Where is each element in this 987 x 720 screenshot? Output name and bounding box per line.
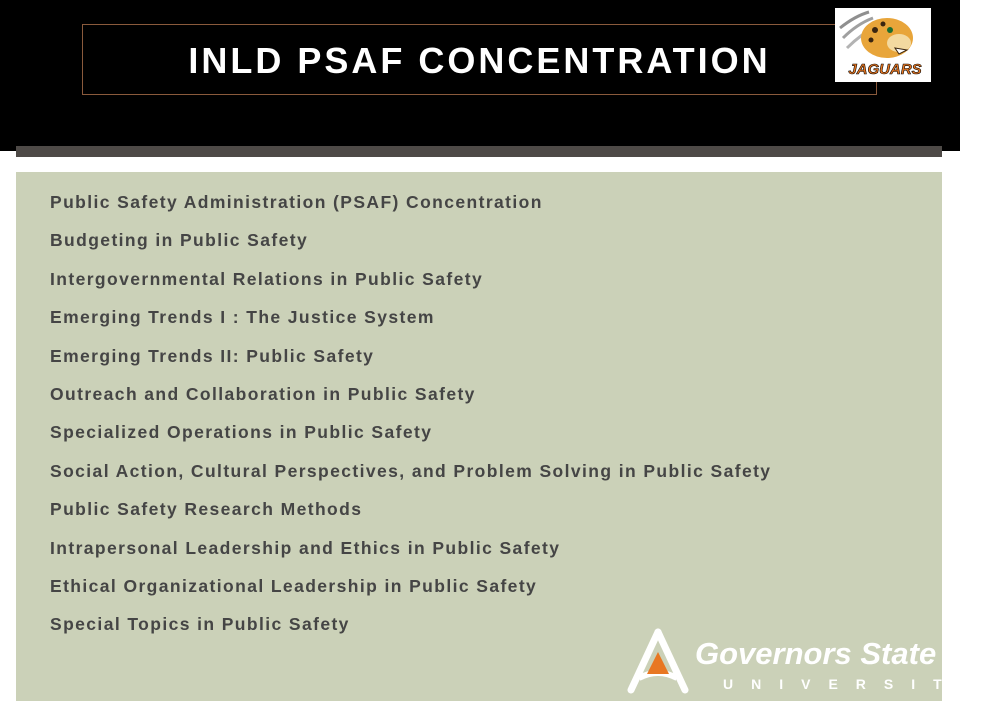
title-box	[82, 24, 877, 95]
gsu-name-text: Governors State	[695, 636, 937, 671]
list-item: Budgeting in Public Safety	[50, 230, 309, 251]
list-item: Intergovernmental Relations in Public Safety	[50, 268, 484, 289]
gsu-university-text: UNIVERSITY	[723, 676, 987, 692]
list-item: Specialized Operations in Public Safety	[50, 422, 433, 443]
list-item: Public Safety Research Methods	[50, 499, 363, 520]
course-list	[50, 192, 771, 653]
list-item: Outreach and Collaboration in Public Safety	[50, 383, 476, 404]
list-item: Social Action, Cultural Perspectives, and Problem Solving in Public Safety	[50, 460, 772, 481]
list-item: Emerging Trends II: Public Safety	[50, 345, 375, 366]
header-band	[0, 0, 960, 151]
jaguars-logo-text: JAGUARS	[848, 61, 922, 78]
governors-state-logo-icon	[625, 628, 987, 698]
list-item: Ethical Organizational Leadership in Public Safety	[50, 575, 538, 596]
header-shadow-bar	[16, 146, 942, 157]
list-item: Emerging Trends I : The Justice System	[50, 307, 435, 328]
jaguars-logo-icon	[835, 8, 931, 82]
page-title: INLD PSAF CONCENTRATION	[188, 39, 771, 81]
list-item: Public Safety Administration (PSAF) Concentration	[50, 192, 543, 212]
content-panel	[16, 172, 942, 701]
list-item: Intrapersonal Leadership and Ethics in Public Safety	[50, 537, 561, 558]
list-item: Special Topics in Public Safety	[50, 614, 350, 635]
